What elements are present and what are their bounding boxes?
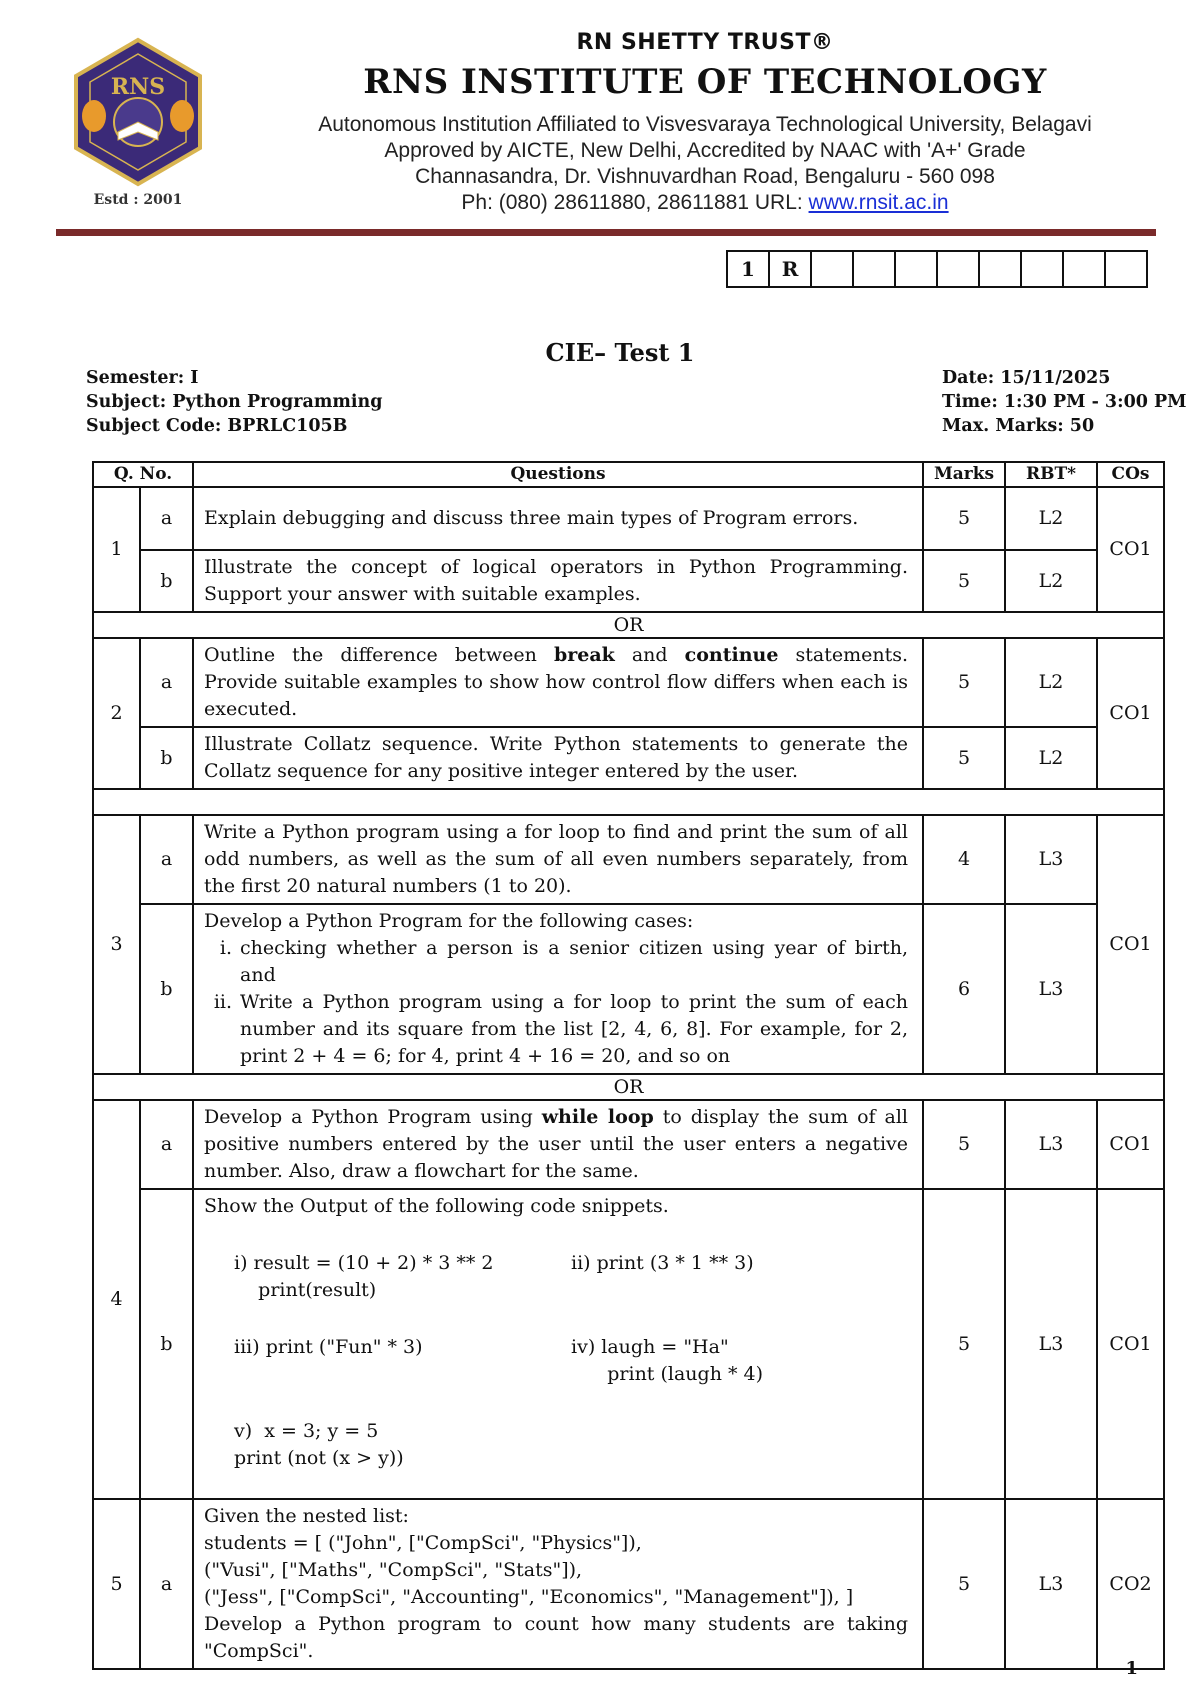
question-text: Illustrate Collatz sequence. Write Python statements to generate the Collatz sequence for any positive integer entered by the user. [193, 727, 923, 789]
marks: 4 [923, 815, 1005, 904]
usn-cell [937, 251, 979, 287]
course-outcome: CO1 [1097, 487, 1164, 612]
question-number: 2 [93, 638, 140, 789]
usn-cell [1105, 251, 1147, 287]
question-number: 1 [93, 487, 140, 612]
max-marks: Max. Marks: 50 [942, 416, 1095, 436]
code-snippets [234, 1250, 908, 1472]
header-marks: Marks [923, 462, 1005, 487]
or-row [93, 612, 1164, 638]
question-intro: Develop a Python Program for the following cases: [204, 910, 694, 932]
code-snippet: iii) print ("Fun" * 3) [234, 1336, 423, 1358]
address-line: Channasandra, Dr. Vishnuvardhan Road, Bengaluru - 560 098 [415, 165, 995, 188]
code-snippet: ii) print (3 * 1 ** 3) [571, 1252, 754, 1274]
question-text [193, 1189, 923, 1499]
usn-cell [979, 251, 1021, 287]
or-label: OR [93, 612, 1164, 638]
rbt-level: L3 [1005, 1499, 1097, 1669]
table-row [93, 1100, 1164, 1189]
marks: 5 [923, 727, 1005, 789]
usn-cell [853, 251, 895, 287]
question-table [92, 461, 1165, 1670]
code-line: ("Jess", ["CompSci", "Accounting", "Economics", "Management"]), ] [204, 1586, 854, 1608]
rbt-level: L2 [1005, 727, 1097, 789]
exam-date: Date: 15/11/2025 [942, 368, 1111, 388]
rbt-level: L3 [1005, 904, 1097, 1074]
question-number: 3 [93, 815, 140, 1074]
table-row [93, 815, 1164, 904]
sub-label: a [140, 1100, 193, 1189]
table-row [93, 1499, 1164, 1669]
or-label: OR [93, 1074, 1164, 1100]
usn-cell [895, 251, 937, 287]
usn-cell: R [769, 251, 811, 287]
course-outcome: CO1 [1097, 815, 1164, 1074]
rbt-level: L3 [1005, 1189, 1097, 1499]
table-row [93, 1189, 1164, 1499]
table-row [93, 727, 1164, 789]
sub-label: a [140, 638, 193, 727]
contact-line [260, 190, 1150, 216]
code-line: ("Vusi", ["Maths", "CompSci", "Stats"]), [204, 1559, 583, 1581]
header-rbt: RBT* [1005, 462, 1097, 487]
usn-box [726, 250, 1148, 288]
code-snippet: v) x = 3; y = 5 print (not (x > y)) [234, 1420, 404, 1469]
sub-label: a [140, 815, 193, 904]
question-text: Develop a Python Program using while loop to display the sum of all positive numbers entered by the user until the user enters a negative number. Also, draw a flowchart for the same. [193, 1100, 923, 1189]
course-outcome: CO1 [1097, 1189, 1164, 1499]
logo-est: Estd : 2001 [93, 192, 183, 206]
table-row [93, 638, 1164, 727]
semester: Semester: I [86, 368, 199, 388]
course-outcome: CO2 [1097, 1499, 1164, 1669]
usn-cell: 1 [727, 251, 769, 287]
header-cos: COs [1097, 462, 1164, 487]
logo-text: RNS [110, 74, 166, 100]
marks: 5 [923, 1189, 1005, 1499]
header-divider [56, 229, 1156, 236]
question-number: 4 [93, 1100, 140, 1499]
sub-label: b [140, 550, 193, 612]
approval-line: Approved by AICTE, New Delhi, Accredited by NAAC with 'A+' Grade [384, 139, 1026, 162]
exam-meta-right [942, 366, 1187, 438]
usn-cell [1021, 251, 1063, 287]
question-text: Illustrate the concept of logical operators in Python Programming. Support your answer with suitable examples. [193, 550, 923, 612]
sub-label: a [140, 1499, 193, 1669]
course-outcome: CO1 [1097, 1100, 1164, 1189]
code-snippet: i) result = (10 + 2) * 3 ** 2 print(result) [234, 1252, 494, 1301]
marks: 5 [923, 487, 1005, 550]
sub-label: b [140, 727, 193, 789]
sub-label: b [140, 1189, 193, 1499]
institute-name: RNS INSTITUTE OF TECHNOLOGY [363, 62, 1047, 102]
list-item: ii. Write a Python program using a for loop to print the sum of each number and its square from the list [2, 4, 6, 8]. For example, for 2, print 2 + 4 = 6; for 4, print 4 + 16 = 20, and so on [213, 991, 909, 1067]
spacer-row [93, 789, 1164, 815]
website-link[interactable]: www.rnsit.ac.in [808, 191, 949, 214]
table-header-row [93, 462, 1164, 487]
rbt-level: L2 [1005, 487, 1097, 550]
question-text: Outline the difference between break and continue statements. Provide suitable examples to show how control flow differs when each is executed. [193, 638, 923, 727]
institute-details [260, 112, 1150, 216]
code-line: Given the nested list: [204, 1505, 409, 1527]
page-number: 1 [1125, 1658, 1138, 1679]
exam-meta-left [86, 366, 382, 438]
trust-name: RN SHETTY TRUST® [576, 30, 834, 55]
sub-label: b [140, 904, 193, 1074]
marks: 5 [923, 1499, 1005, 1669]
header-qno: Q. No. [93, 462, 193, 487]
table-row [93, 487, 1164, 550]
marks: 5 [923, 550, 1005, 612]
question-task: Develop a Python program to count how many students are taking "CompSci". [204, 1613, 909, 1662]
marks: 6 [923, 904, 1005, 1074]
question-text: Write a Python program using a for loop to find and print the sum of all odd numbers, as well as the sum of all even numbers separately, from the first 20 natural numbers (1 to 20). [193, 815, 923, 904]
question-text: Explain debugging and discuss three main types of Program errors. [193, 487, 923, 550]
marks: 5 [923, 638, 1005, 727]
question-text [193, 904, 923, 1074]
usn-cell [811, 251, 853, 287]
table-row [93, 904, 1164, 1074]
or-row [93, 1074, 1164, 1100]
exam-title: CIE– Test 1 [545, 338, 695, 367]
question-intro: Show the Output of the following code snippets. [204, 1195, 669, 1217]
question-number: 5 [93, 1499, 140, 1669]
usn-cell [1063, 251, 1105, 287]
institute-logo [58, 36, 218, 206]
rbt-level: L3 [1005, 815, 1097, 904]
rbt-level: L2 [1005, 550, 1097, 612]
phone-text: Ph: (080) 28611880, 28611881 URL: [461, 191, 809, 214]
question-text [193, 1499, 923, 1669]
table-row [93, 550, 1164, 612]
course-outcome: CO1 [1097, 638, 1164, 789]
list-item: i. checking whether a person is a senior citizen using year of birth, and [219, 937, 909, 986]
header-questions: Questions [193, 462, 923, 487]
code-snippet: iv) laugh = "Ha" print (laugh * 4) [571, 1336, 764, 1385]
code-line: students = [ ("John", ["CompSci", "Physics"]), [204, 1532, 642, 1554]
sub-question-list [204, 935, 908, 1070]
sub-label: a [140, 487, 193, 550]
rbt-level: L3 [1005, 1100, 1097, 1189]
subject: Subject: Python Programming [86, 392, 383, 412]
rbt-level: L2 [1005, 638, 1097, 727]
exam-time: Time: 1:30 PM - 3:00 PM [942, 392, 1187, 412]
marks: 5 [923, 1100, 1005, 1189]
affiliation-line: Autonomous Institution Affiliated to Visvesvaraya Technological University, Belagavi [318, 113, 1092, 136]
subject-code: Subject Code: BPRLC105B [86, 416, 348, 436]
